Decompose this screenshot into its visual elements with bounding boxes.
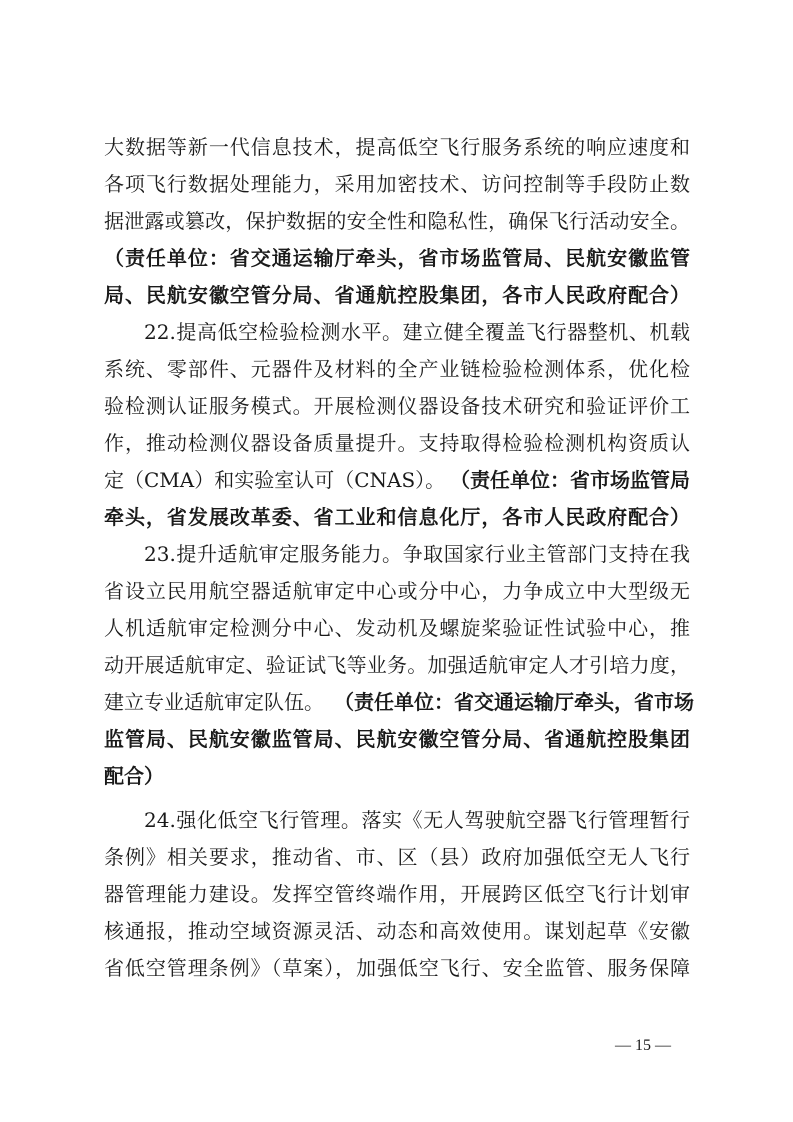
text-line: 建立专业适航审定队伍。 [104, 690, 324, 714]
text-line: 动开展适航审定、验证试飞等业务。加强适航审定人才引培力度， [104, 653, 690, 677]
page-number: — 15 — [615, 1037, 671, 1054]
text-line: 22.提高低空检验检测水平。建立健全覆盖飞行器整机、机载 [144, 320, 690, 344]
text-line: （责任单位：省交通运输厅牵头，省市场 [334, 690, 694, 714]
text-line: 各项飞行数据处理能力，采用加密技术、访问控制等手段防止数 [104, 172, 690, 196]
text-line: 据泄露或篡改，保护数据的安全性和隐私性，确保飞行活动安全。 [104, 209, 690, 233]
text-line: 条例》相关要求，推动省、市、区（县）政府加强低空无人飞行 [104, 845, 690, 869]
text-line: 牵头，省发展改革委、省工业和信息化厅，各市人民政府配合） [104, 505, 690, 529]
text-line: 系统、零部件、元器件及材料的全产业链检验检测体系，优化检 [104, 357, 690, 381]
text-line: 配合） [104, 764, 164, 788]
text-line: 核通报，推动空域资源灵活、动态和高效使用。谋划起草《安徽 [104, 919, 690, 943]
text-line: 大数据等新一代信息技术，提高低空飞行服务系统的响应速度和 [104, 135, 690, 159]
text-line: 省设立民用航空器适航审定中心或分中心，力争成立中大型级无 [104, 579, 690, 603]
text-line: 省低空管理条例》（草案），加强低空飞行、安全监管、服务保障 [104, 956, 690, 980]
text-line: 验检测认证服务模式。开展检测仪器设备技术研究和验证评价工 [104, 394, 690, 418]
text-line: 局、民航安徽空管分局、省通航控股集团，各市人民政府配合） [104, 283, 690, 307]
text-line: （责任单位：省交通运输厅牵头，省市场监管局、民航安徽监管 [104, 246, 690, 270]
text-line: 监管局、民航安徽监管局、民航安徽空管分局、省通航控股集团 [104, 727, 690, 751]
text-line: 作，推动检测仪器设备质量提升。支持取得检验检测机构资质认 [104, 431, 690, 455]
text-line: 定（CMA）和实验室认可（CNAS）。 [104, 468, 446, 492]
text-line: 器管理能力建设。发挥空管终端作用，开展跨区低空飞行计划审 [104, 882, 690, 906]
text-line: （责任单位：省市场监管局 [450, 468, 690, 492]
text-line: 23.提升适航审定服务能力。争取国家行业主管部门支持在我 [144, 542, 690, 566]
text-line: 24.强化低空飞行管理。落实《无人驾驶航空器飞行管理暂行 [144, 808, 690, 832]
text-line: 人机适航审定检测分中心、发动机及螺旋桨验证性试验中心，推 [104, 616, 690, 640]
